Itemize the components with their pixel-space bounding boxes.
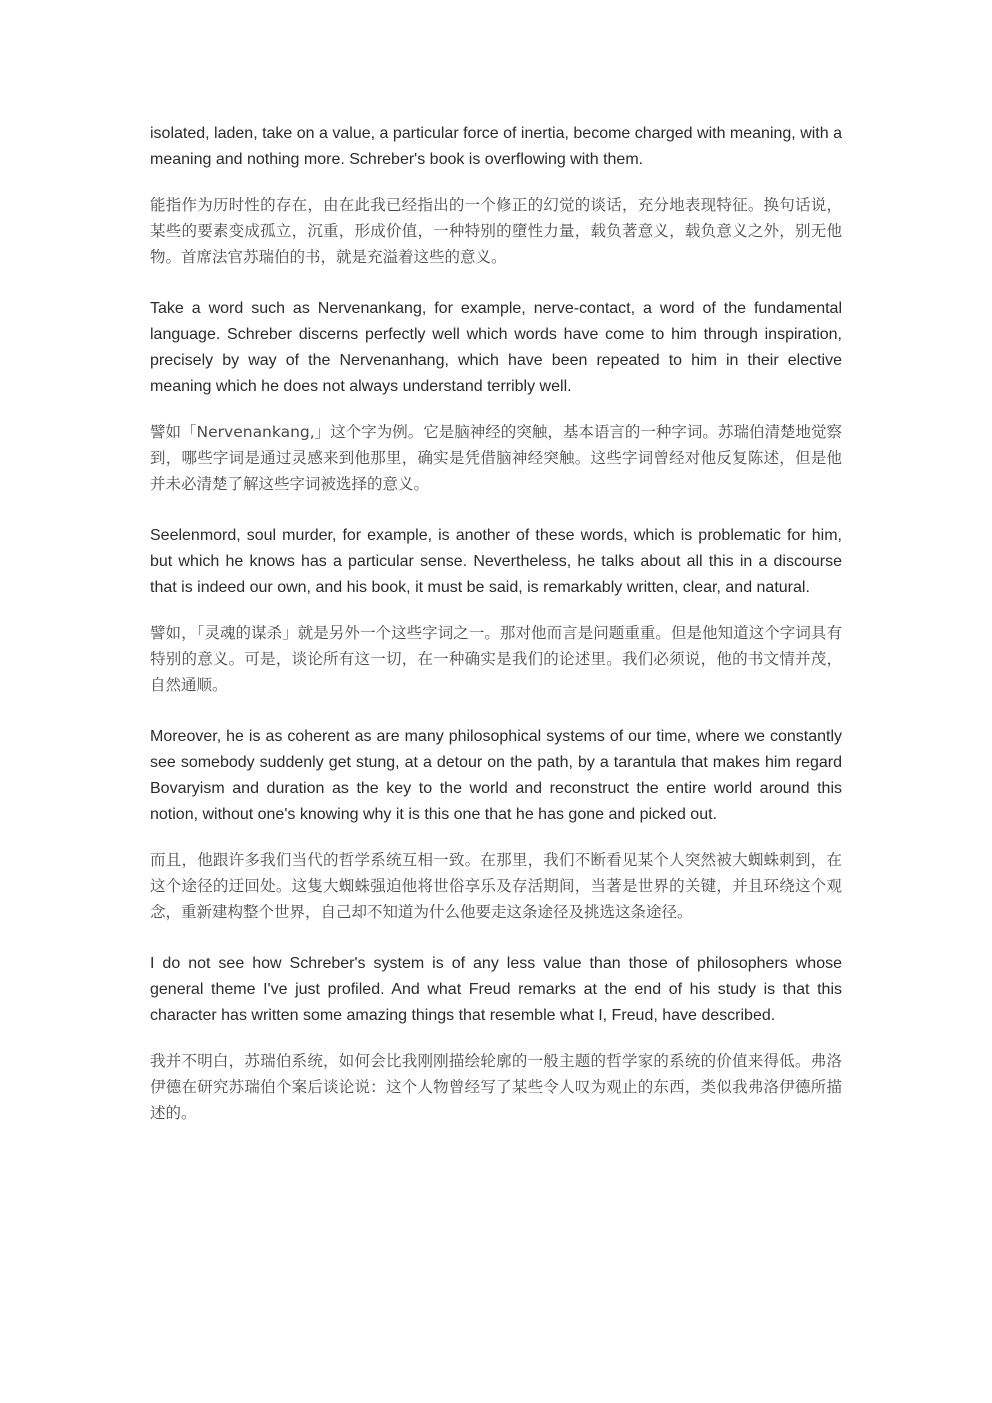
paragraph-english-5: I do not see how Schreber's system is of any less value than those of philosophers whose general theme I've just profiled. And what Freud remarks at the end of his study is that this character has written some amazing things that resemble what I, Freud, have described. [150,955,842,1024]
paragraph-chinese-2: 譬如「Nervenankang,」这个字为例。它是脑神经的突触，基本语言的一种字词。苏瑞伯清楚地觉察到，哪些字词是通过灵感来到他那里，确实是凭借脑神经突触。这些字词曾经对他反复陈述，但是他并未必清楚了解这些字词被选择的意义。 [150,423,842,493]
paragraph-chinese-3: 譬如，「灵魂的谋杀」就是另外一个这些字词之一。那对他而言是问题重重。但是他知道这个字词具有特别的意义。可是，谈论所有这一切，在一种确实是我们的论述里。我们必须说，他的书文情并茂，自然通顺。 [150,624,842,694]
paragraph-english-1: isolated, laden, take on a value, a particular force of inertia, become charged with meaning, with a meaning and nothing more. Schreber's book is overflowing with them. [150,125,842,168]
paragraph-english-3: Seelenmord, soul murder, for example, is another of these words, which is problematic for him, but which he knows has a particular sense. Nevertheless, he talks about all this in a discourse that is indeed our own, and his book, it must be said, is remarkably written, clear, and natural. [150,527,842,596]
document-page [150,121,842,1126]
paragraph-english-2: Take a word such as Nervenankang, for example, nerve-contact, a word of the fundamental language. Schreber discerns perfectly well which words have come to him through inspiration, precisely by way of the Nervenanhang, which have been repeated to him in their elective meaning which he does not always understand terribly well. [150,300,842,395]
paragraph-chinese-5: 我并不明白，苏瑞伯系统，如何会比我刚刚描绘轮廓的一般主题的哲学家的系统的价值来得低。弗洛伊德在研究苏瑞伯个案后谈论说：这个人物曾经写了某些令人叹为观止的东西，类似我弗洛伊德所描述的。 [150,1052,842,1122]
paragraph-english-4: Moreover, he is as coherent as are many philosophical systems of our time, where we constantly see somebody suddenly get stung, at a detour on the path, by a tarantula that makes him regard Bovaryism and duration as the key to the world and reconstruct the entire world around this notion, without one's knowing why it is this one that he has gone and picked out. [150,728,842,823]
paragraph-chinese-4: 而且，他跟许多我们当代的哲学系统互相一致。在那里，我们不断看见某个人突然被大蜘蛛刺到，在这个途径的迂回处。这隻大蜘蛛强迫他将世俗享乐及存活期间，当著是世界的关键，并且环绕这个观念，重新建构整个世界，自己却不知道为什么他要走这条途径及挑选这条途径。 [150,851,842,921]
paragraph-chinese-1: 能指作为历时性的存在，由在此我已经指出的一个修正的幻觉的谈话，充分地表现特征。换句话说，某些的要素变成孤立，沉重，形成价值，一种特别的墮性力量，载负著意义，载负意义之外，别无他物。首席法官苏瑞伯的书，就是充溢着这些的意义。 [150,196,842,266]
